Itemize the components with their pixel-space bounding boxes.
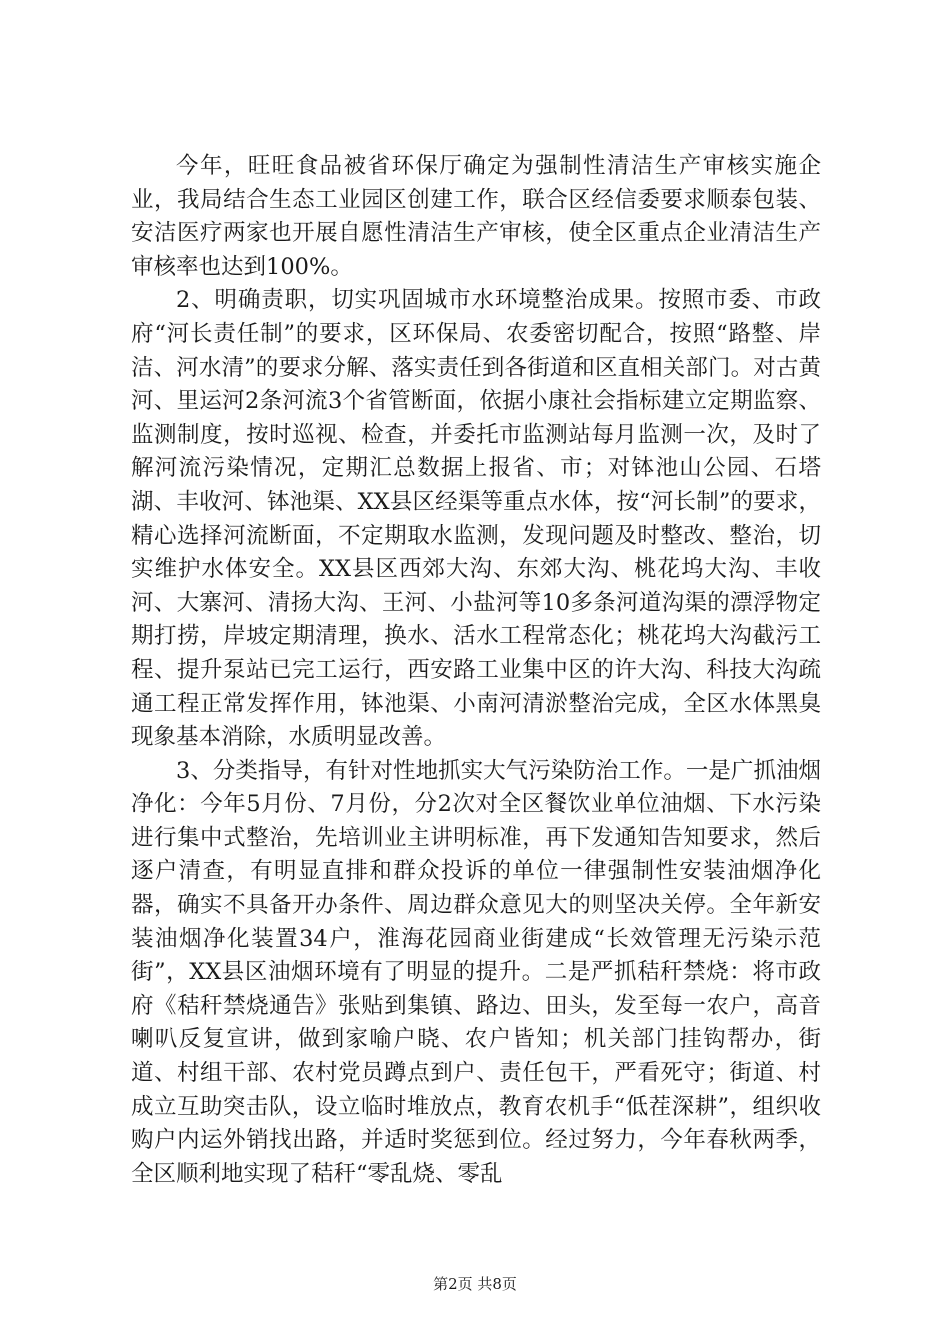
page-number-footer: 第2页 共8页 (433, 1275, 517, 1293)
paragraph-3: 3、分类指导，有针对性地抓实大气污染防治工作。一是广抓油烟净化：今年5月份、7月份，分2次对全区餐饮业单位油烟、下水污染进行集中式整治，先培训业主讲明标准，再下发通知告知要求，然后逐户清查，有明显直排和群众投诉的单位一律强制性安装油烟净化器，确实不具备开办条件、周边群众意见大的则坚决关停。全年新安装油烟净化装置34户，淮海花园商业街建成“长效管理无污染示范街”，XX县区油烟环境有了明显的提升。二是严抓秸秆禁烧：将市政府《秸秆禁烧通告》张贴到集镇、路边、田头，发至每一农户，高音喇叭反复宣讲，做到家喻户晓、农户皆知；机关部门挂钩帮办，街道、村组干部、农村党员蹲点到户、责任包干，严看死守；街道、村成立互助突击队，设立临时堆放点，教育农机手“低茬深耕”，组织收购户内运外销找出路，并适时奖惩到位。经过努力，今年春秋两季，全区顺利地实现了秸秆“零乱烧、零乱 (131, 757, 821, 1187)
document-body (131, 150, 821, 1191)
paragraph-1: 今年，旺旺食品被省环保厅确定为强制性清洁生产审核实施企业，我局结合生态工业园区创建工作，联合区经信委要求顺泰包装、安洁医疗两家也开展自愿性清洁生产审核，使全区重点企业清洁生产审核率也达到100%。 (131, 153, 821, 280)
paragraph-2: 2、明确责职，切实巩固城市水环境整治成果。按照市委、市政府“河长责任制”的要求，区环保局、农委密切配合，按照“路整、岸洁、河水清”的要求分解、落实责任到各街道和区直相关部门。对古黄河、里运河2条河流3个省管断面，依据小康社会指标建立定期监察、监测制度，按时巡视、检查，并委托市监测站每月监测一次，及时了解河流污染情况，定期汇总数据上报省、市；对钵池山公园、石塔湖、丰收河、钵池渠、XX县区经渠等重点水体，按“河长制”的要求，精心选择河流断面，不定期取水监测，发现问题及时整改、整治，切实维护水体安全。XX县区西郊大沟、东郊大沟、桃花坞大沟、丰收河、大寨河、清扬大沟、王河、小盐河等10多条河道沟渠的漂浮物定期打捞，岸坡定期清理，换水、活水工程常态化；桃花坞大沟截污工程、提升泵站已完工运行，西安路工业集中区的许大沟、科技大沟疏通工程正常发挥作用，钵池渠、小南河清淤整治完成，全区水体黑臭现象基本消除，水质明显改善。 (131, 287, 821, 751)
